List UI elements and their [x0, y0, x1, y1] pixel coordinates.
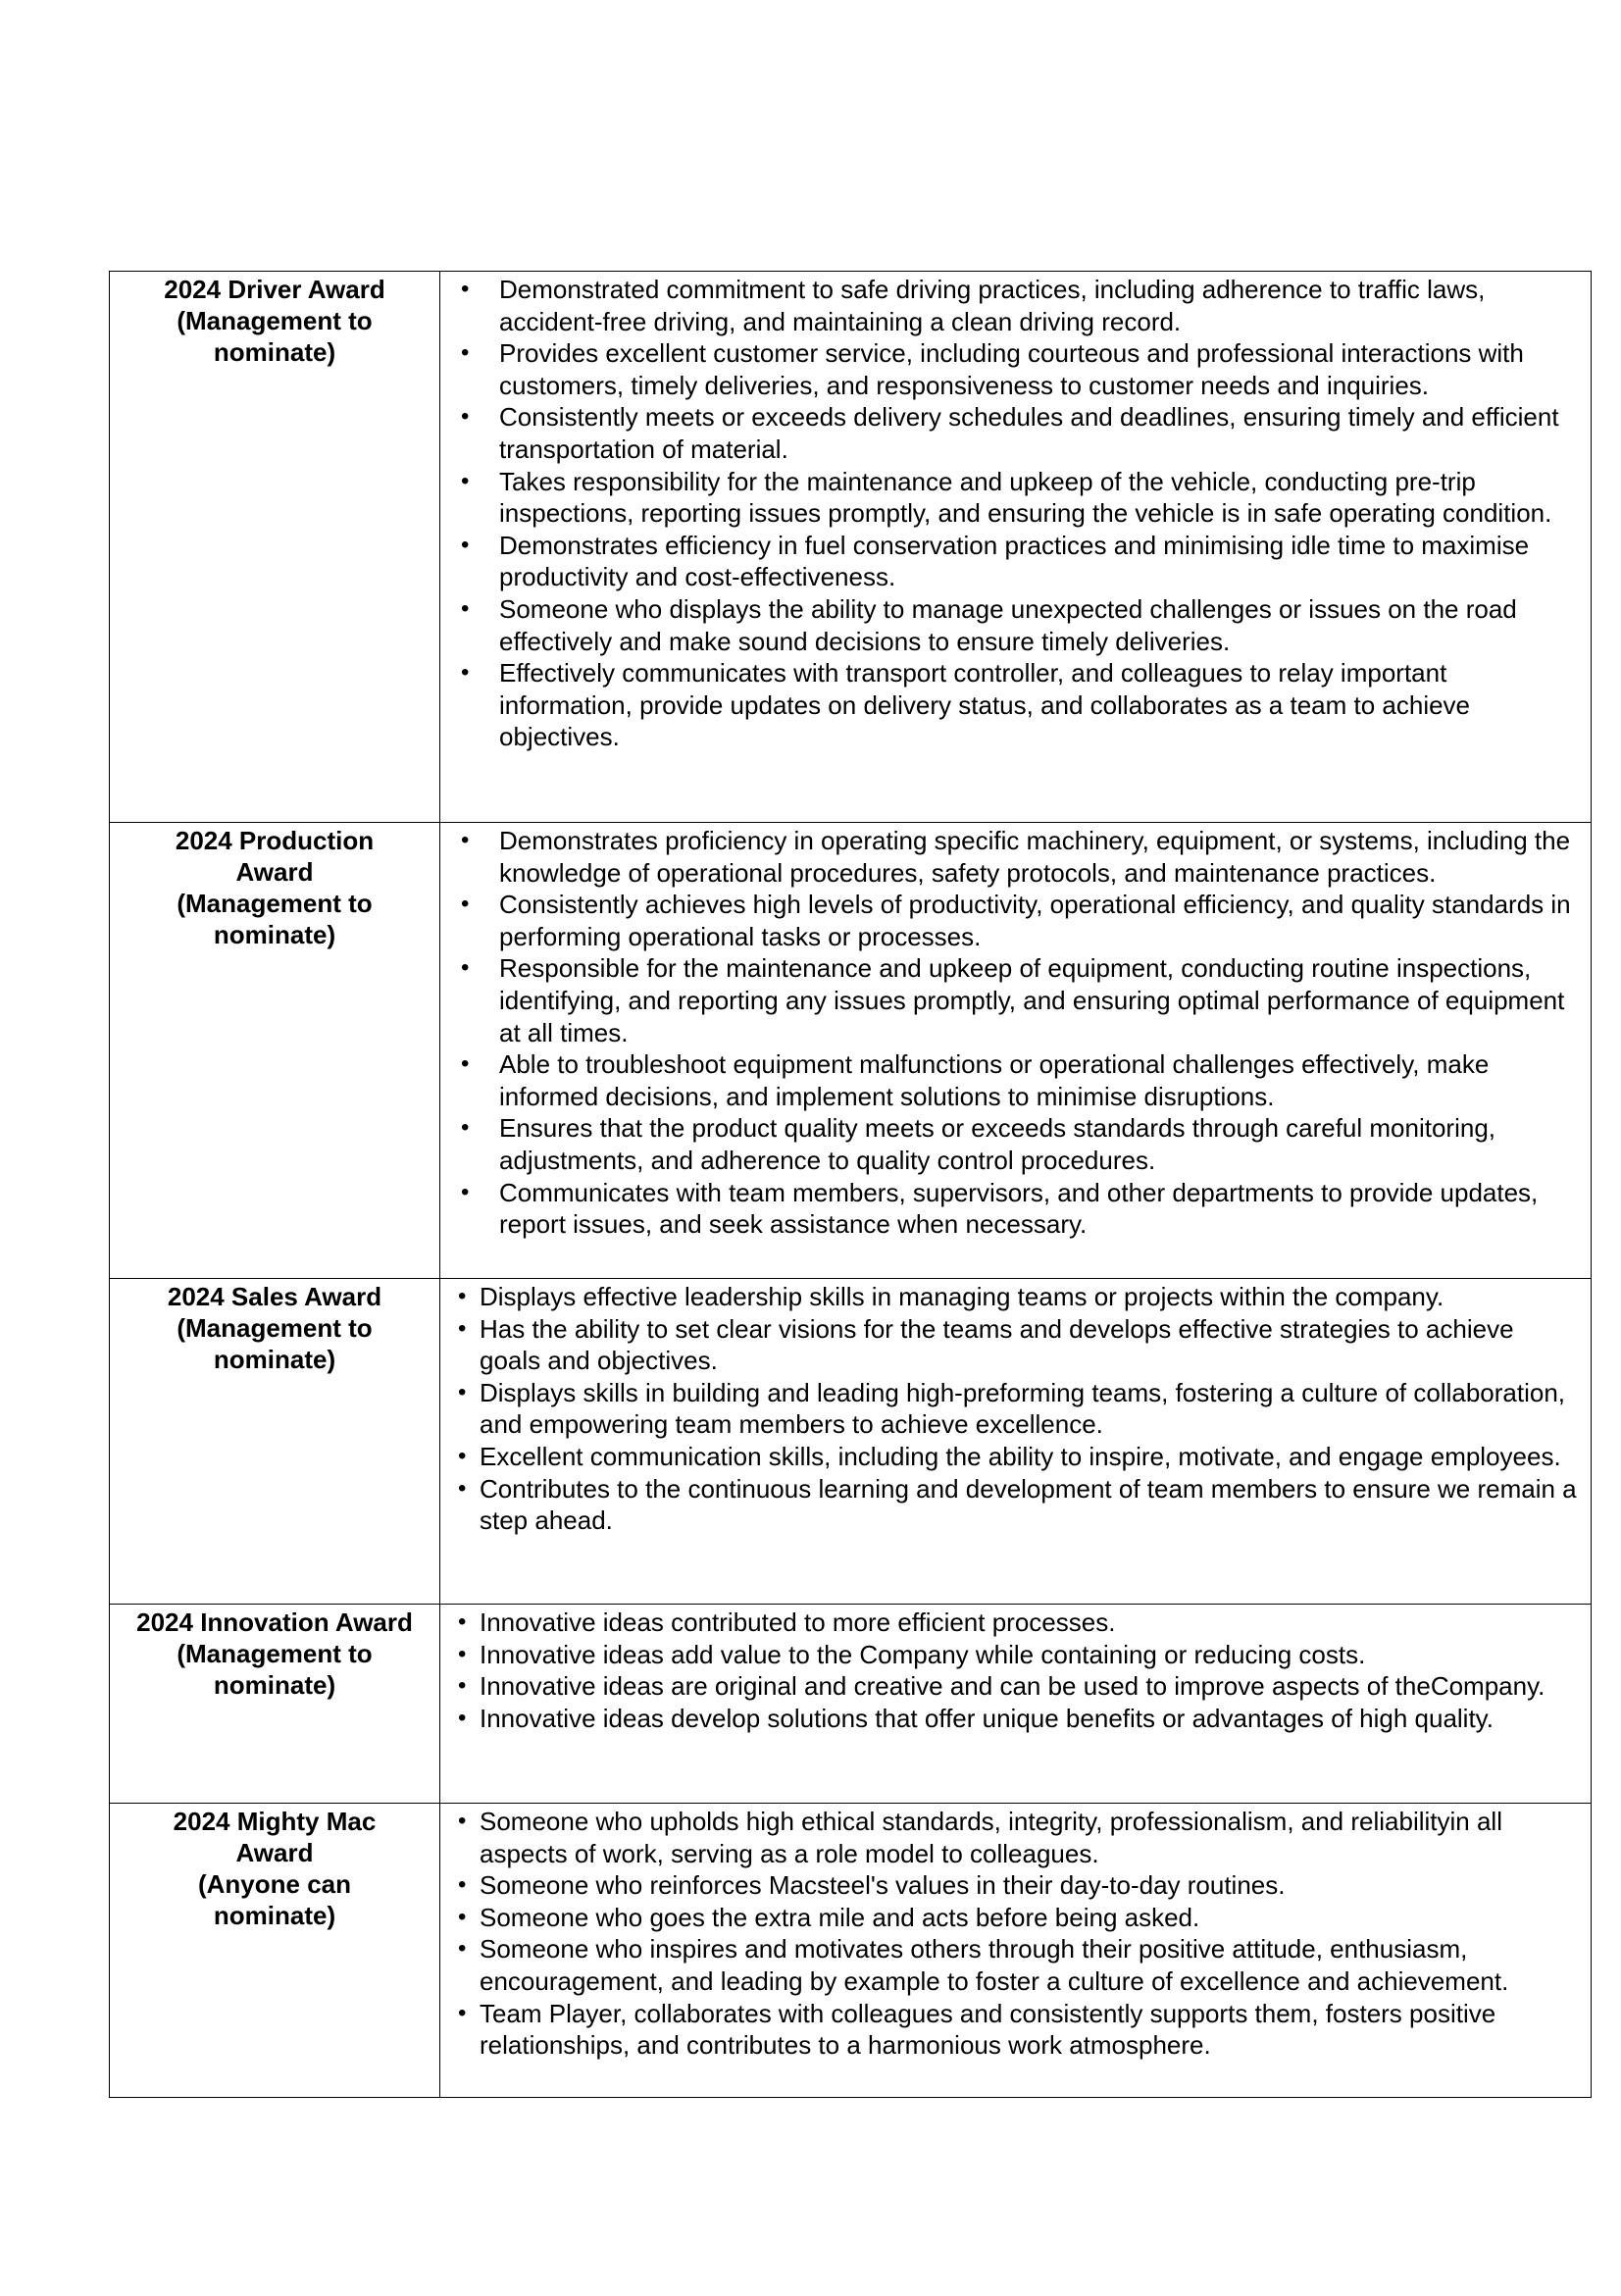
award-row-driver [110, 272, 1592, 823]
criteria-item: • Able to troubleshoot equipment malfunctions or operational challenges effectively, make informed decisions, and implement solutions to minimise disruptions. [499, 1048, 1577, 1112]
criteria-item: • Innovative ideas add value to the Company while containing or reducing costs. [480, 1639, 1577, 1671]
award-title [110, 1279, 440, 1605]
criteria-item: • Innovative ideas contributed to more efficient processes. [480, 1607, 1577, 1639]
award-title-line: 2024 Sales Award [167, 1282, 382, 1311]
criteria-item: • Someone who inspires and motivates others through their positive attitude, enthusiasm, encouragement, and leading by example to foster a culture of excellence and achievement. [480, 1933, 1577, 1997]
criteria-item: • Provides excellent customer service, including courteous and professional interactions with customers, timely deliveries, and responsiveness to customer needs and inquiries. [499, 337, 1577, 401]
criteria-item: • Ensures that the product quality meets or exceeds standards through careful monitoring, adjustments, and adherence to quality control procedures. [499, 1112, 1577, 1176]
criteria-list [440, 1804, 1591, 2062]
criteria-item: • Responsible for the maintenance and upkeep of equipment, conducting routine inspections, identifying, and reporting any issues promptly, and ensuring optimal performance of equipment at all times. [499, 952, 1577, 1048]
criteria-item: • Demonstrates proficiency in operating specific machinery, equipment, or systems, including the knowledge of operational procedures, safety protocols, and maintenance practices. [499, 825, 1577, 889]
award-title-line: nominate) [213, 920, 336, 949]
criteria-item: • Demonstrates efficiency in fuel conservation practices and minimising idle time to maximise productivity and cost-effectiveness. [499, 530, 1577, 593]
award-title-line: nominate) [213, 1345, 336, 1374]
award-criteria [440, 272, 1592, 823]
criteria-list [440, 823, 1591, 1241]
award-title-line: (Management to [177, 1313, 373, 1343]
criteria-list [440, 272, 1591, 753]
criteria-item: • Consistently achieves high levels of productivity, operational efficiency, and quality standards in performing operational tasks or processes. [499, 889, 1577, 952]
award-title-line: Award [235, 857, 314, 887]
award-row-production [110, 823, 1592, 1279]
criteria-item: • Someone who goes the extra mile and acts before being asked. [480, 1902, 1577, 1934]
criteria-item: • Takes responsibility for the maintenance and upkeep of the vehicle, conducting pre-trip inspections, reporting issues promptly, and ensuring the vehicle is in safe operating condition. [499, 466, 1577, 530]
award-row-mighty-mac [110, 1804, 1592, 2098]
award-title-line: Award [235, 1838, 314, 1867]
criteria-item: • Displays skills in building and leading high-preforming teams, fostering a culture of collaboration, and empowering team members to achieve excellence. [480, 1377, 1577, 1441]
award-title-line: nominate) [213, 337, 336, 367]
criteria-item: • Consistently meets or exceeds delivery schedules and deadlines, ensuring timely and efficient transportation of material. [499, 401, 1577, 465]
award-title-line: (Management to [177, 1639, 373, 1668]
criteria-item: • Someone who upholds high ethical standards, integrity, professionalism, and reliabilityin all aspects of work, serving as a role model to colleagues. [480, 1806, 1577, 1869]
award-title-line: 2024 Driver Award [164, 275, 385, 304]
award-row-sales [110, 1279, 1592, 1605]
award-title [110, 272, 440, 823]
award-title-line: 2024 Production [175, 826, 375, 855]
criteria-item: • Has the ability to set clear visions for the teams and develops effective strategies to achieve goals and objectives. [480, 1313, 1577, 1377]
award-title-line: nominate) [213, 1670, 336, 1700]
criteria-list [440, 1605, 1591, 1734]
criteria-item: • Excellent communication skills, including the ability to inspire, motivate, and engage employees. [480, 1441, 1577, 1473]
criteria-item: • Displays effective leadership skills in managing teams or projects within the company. [480, 1281, 1577, 1313]
criteria-item: • Demonstrated commitment to safe driving practices, including adherence to traffic laws, accident-free driving, and maintaining a clean driving record. [499, 274, 1577, 337]
award-criteria [440, 1605, 1592, 1804]
award-title-line: nominate) [213, 1901, 336, 1930]
award-criteria [440, 823, 1592, 1279]
award-criteria [440, 1804, 1592, 2098]
criteria-item: • Effectively communicates with transport controller, and colleagues to relay important information, provide updates on delivery status, and collaborates as a team to achieve objectives. [499, 657, 1577, 753]
award-title-line: (Management to [177, 889, 373, 918]
award-title [110, 1804, 440, 2098]
criteria-list [440, 1279, 1591, 1537]
award-title [110, 823, 440, 1279]
criteria-item: • Communicates with team members, supervisors, and other departments to provide updates, report issues, and seek assistance when necessary. [499, 1177, 1577, 1241]
criteria-item: • Team Player, collaborates with colleagues and consistently supports them, fosters positive relationships, and contributes to a harmonious work atmosphere. [480, 1998, 1577, 2062]
criteria-item: • Innovative ideas are original and creative and can be used to improve aspects of theCompany. [480, 1670, 1577, 1703]
criteria-item: • Someone who displays the ability to manage unexpected challenges or issues on the road effectively and make sound decisions to ensure timely deliveries. [499, 593, 1577, 657]
award-title-line: (Management to [177, 306, 373, 335]
award-row-innovation [110, 1605, 1592, 1804]
award-criteria [440, 1279, 1592, 1605]
award-title-line: 2024 Innovation Award [136, 1607, 413, 1637]
criteria-item: • Innovative ideas develop solutions that offer unique benefits or advantages of high quality. [480, 1703, 1577, 1735]
award-title [110, 1605, 440, 1804]
award-title-line: (Anyone can [197, 1869, 352, 1899]
award-title-line: 2024 Mighty Mac [173, 1807, 377, 1836]
criteria-item: • Someone who reinforces Macsteel's values in their day-to-day routines. [480, 1869, 1577, 1902]
criteria-item: • Contributes to the continuous learning and development of team members to ensure we remain a step ahead. [480, 1473, 1577, 1537]
awards-table [109, 271, 1592, 2098]
